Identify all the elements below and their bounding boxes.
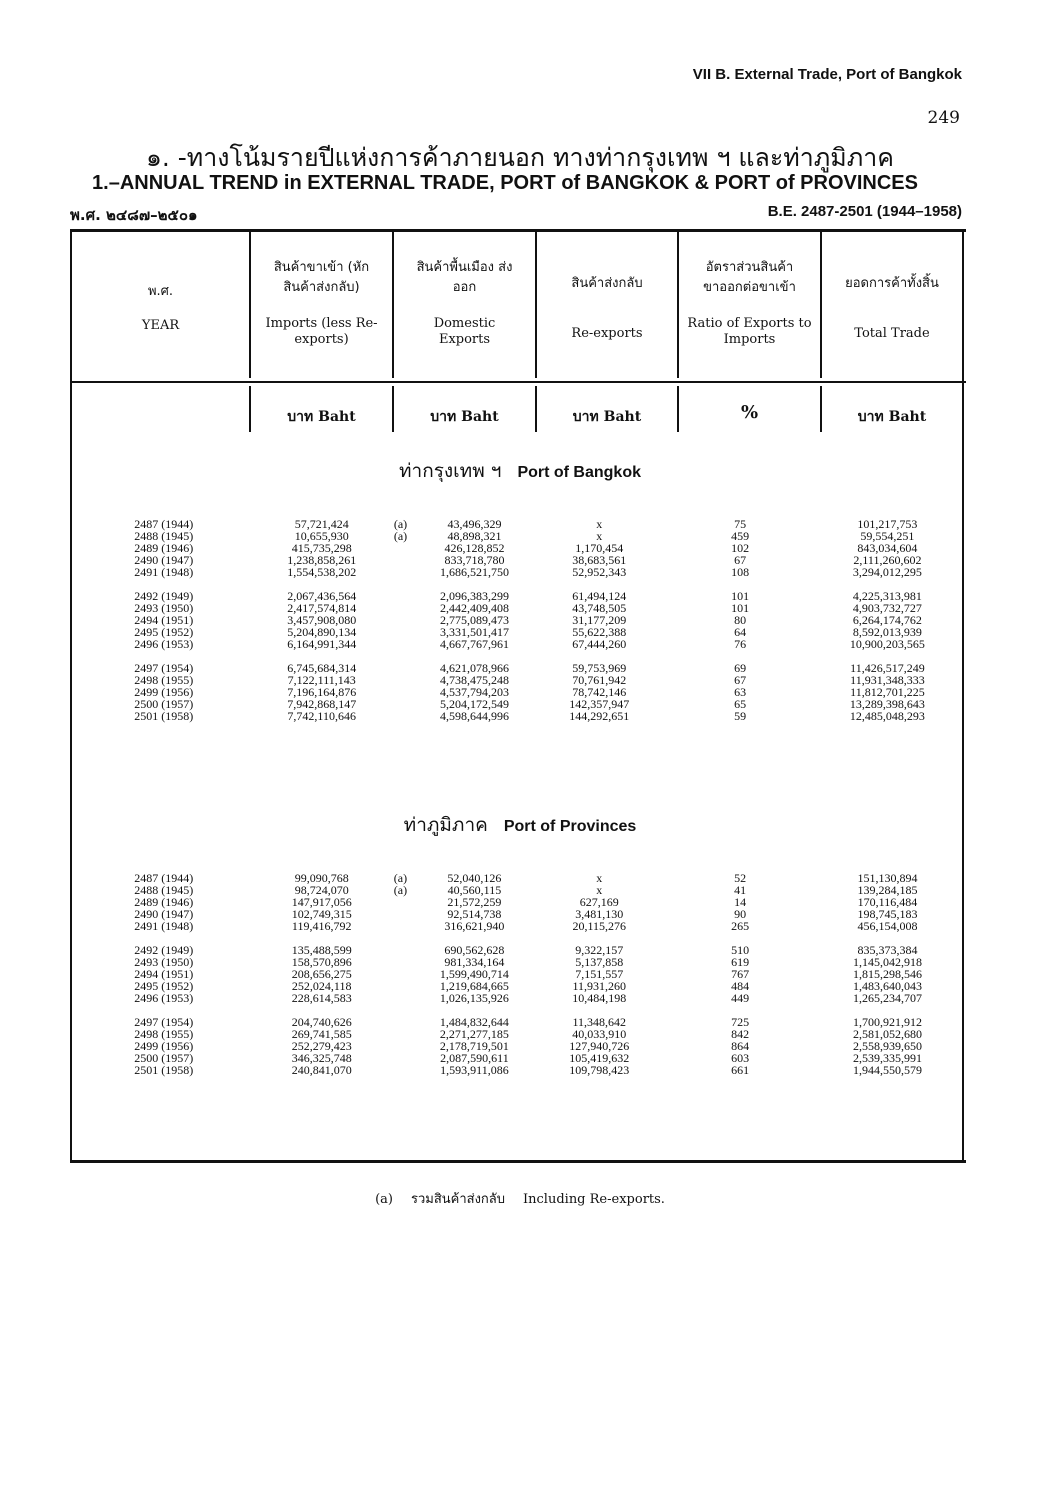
- col-head-domestic: สินค้าพื้นเมือง ส่งออก Domestic Exports: [416, 260, 513, 347]
- table-row: [72, 992, 964, 1004]
- total-cell: 11,426,517,249: [850, 661, 925, 675]
- year-cell: 2497 (1954): [134, 1015, 194, 1029]
- table-row: [72, 662, 964, 674]
- total-cell: 198,745,183: [857, 907, 918, 921]
- table-row: [72, 1052, 964, 1064]
- table-row: [72, 530, 964, 542]
- year-cell: 2489 (1946): [134, 895, 194, 909]
- note-cell: [388, 614, 420, 626]
- reexports-cell: 10,484,198: [572, 991, 627, 1005]
- reexports-cell: 20,115,276: [572, 919, 627, 933]
- ratio-cell: 108: [731, 565, 750, 579]
- reexports-cell: 55,622,388: [572, 625, 627, 639]
- page-number: 249: [927, 108, 960, 128]
- ratio-cell: 449: [731, 991, 750, 1005]
- ratio-cell: 619: [731, 955, 750, 969]
- footnote: (a) รวมสินค้าส่งกลับ Including Re-exports.: [375, 1192, 665, 1207]
- domestic-cell: 316,621,940: [444, 919, 505, 933]
- ratio-cell: 101: [731, 589, 750, 603]
- table-row: [72, 542, 964, 554]
- note-cell: (a): [393, 883, 408, 897]
- data-table-bangkok: [72, 518, 964, 722]
- domestic-cell: 2,442,409,408: [439, 601, 509, 615]
- note-cell: [388, 908, 420, 920]
- imports-cell: 147,917,056: [291, 895, 352, 909]
- imports-cell: 158,570,896: [291, 955, 352, 969]
- ratio-cell: 864: [731, 1039, 750, 1053]
- domestic-cell: 2,087,590,611: [440, 1051, 509, 1065]
- year-cell: 2499 (1956): [134, 1039, 194, 1053]
- reexports-cell: 3,481,130: [575, 907, 624, 921]
- imports-cell: 5,204,890,134: [287, 625, 357, 639]
- ratio-cell: 510: [731, 943, 750, 957]
- table-row: [72, 698, 964, 710]
- col-head-imports: สินค้าขาเข้า (หักสินค้าส่งกลับ) Imports (less Re-exports): [265, 260, 378, 347]
- note-cell: [388, 674, 420, 686]
- year-cell: 2500 (1957): [134, 1051, 194, 1065]
- year-cell: 2501 (1958): [134, 709, 194, 723]
- reexports-cell: x: [596, 883, 603, 897]
- ratio-cell: 725: [731, 1015, 750, 1029]
- domestic-cell: 5,204,172,549: [439, 697, 509, 711]
- table-row: [72, 638, 964, 650]
- imports-cell: 3,457,908,080: [287, 613, 357, 627]
- note-cell: [388, 710, 420, 722]
- title-thai: ๑. -ทางโน้มรายปีแห่งการค้าภายนอก ทางท่ากรุงเทพ ฯ และท่าภูมิภาค: [145, 143, 895, 172]
- year-cell: 2498 (1955): [134, 1027, 194, 1041]
- imports-cell: 2,417,574,814: [287, 601, 357, 615]
- ratio-cell: 767: [731, 967, 750, 981]
- imports-cell: 7,742,110,646: [287, 709, 356, 723]
- running-title: VII B. External Trade, Port of Bangkok: [692, 66, 962, 83]
- ratio-cell: 842: [731, 1027, 750, 1041]
- ratio-cell: 52: [734, 871, 747, 885]
- data-table-provinces: [72, 872, 964, 1076]
- year-cell: 2496 (1953): [134, 637, 194, 651]
- domestic-cell: 4,621,078,966: [439, 661, 509, 675]
- total-cell: 1,483,640,043: [852, 979, 922, 993]
- period-thai: พ.ศ. ๒๔๘๗–๒๕๐๑: [70, 206, 198, 224]
- total-cell: 151,130,894: [857, 871, 918, 885]
- total-cell: 4,225,313,981: [852, 589, 922, 603]
- year-cell: 2495 (1952): [134, 625, 194, 639]
- unit-total: บาท Baht: [857, 409, 927, 425]
- reexports-cell: 43,748,505: [572, 601, 627, 615]
- total-cell: 456,154,008: [857, 919, 918, 933]
- imports-cell: 252,279,423: [291, 1039, 352, 1053]
- reexports-cell: 38,683,561: [572, 553, 627, 567]
- domestic-cell: 690,562,628: [444, 943, 505, 957]
- unit-ratio: %: [740, 402, 759, 423]
- reexports-cell: 1,170,454: [575, 541, 624, 555]
- note-cell: [388, 554, 420, 566]
- ratio-cell: 69: [734, 661, 747, 675]
- year-cell: 2492 (1949): [134, 943, 194, 957]
- domestic-cell: 40,560,115: [447, 883, 502, 897]
- year-cell: 2492 (1949): [134, 589, 194, 603]
- table-row: [72, 590, 964, 602]
- domestic-cell: 52,040,126: [447, 871, 502, 885]
- reexports-cell: 61,494,124: [572, 589, 627, 603]
- note-cell: [388, 662, 420, 674]
- ratio-cell: 80: [734, 613, 747, 627]
- table-row: [72, 872, 964, 884]
- total-cell: 139,284,185: [857, 883, 918, 897]
- reexports-cell: 144,292,651: [569, 709, 630, 723]
- year-cell: 2491 (1948): [134, 919, 194, 933]
- imports-cell: 228,614,583: [291, 991, 352, 1005]
- domestic-cell: 3,331,501,417: [439, 625, 509, 639]
- ratio-cell: 90: [734, 907, 747, 921]
- imports-cell: 102,749,315: [291, 907, 352, 921]
- ratio-cell: 41: [734, 883, 747, 897]
- reexports-cell: 52,952,343: [572, 565, 627, 579]
- reexports-cell: 67,444,260: [572, 637, 627, 651]
- total-cell: 2,539,335,991: [852, 1051, 922, 1065]
- note-cell: [388, 626, 420, 638]
- domestic-cell: 4,537,794,203: [439, 685, 509, 699]
- note-cell: [388, 944, 420, 956]
- table-bottom-rule: [70, 1160, 966, 1163]
- note-cell: [388, 980, 420, 992]
- domestic-cell: 426,128,852: [444, 541, 505, 555]
- imports-cell: 415,735,298: [291, 541, 352, 555]
- imports-cell: 208,656,275: [291, 967, 352, 981]
- ratio-cell: 661: [731, 1063, 750, 1077]
- note-cell: [388, 698, 420, 710]
- total-cell: 2,581,052,680: [852, 1027, 922, 1041]
- ratio-cell: 265: [731, 919, 750, 933]
- section-heading-provinces: ท่าภูมิภาค Port of Provinces: [403, 814, 637, 836]
- domestic-cell: 4,667,767,961: [439, 637, 509, 651]
- section-heading-bangkok: ท่ากรุงเทพ ฯ Port of Bangkok: [399, 460, 641, 482]
- year-cell: 2495 (1952): [134, 979, 194, 993]
- header-bottom-rule: [70, 381, 966, 383]
- table-row: [72, 554, 964, 566]
- domestic-cell: 2,775,089,473: [439, 613, 509, 627]
- imports-cell: 10,655,930: [294, 529, 349, 543]
- year-cell: 2497 (1954): [134, 661, 194, 675]
- ratio-cell: 76: [734, 637, 747, 651]
- domestic-cell: 1,484,832,644: [439, 1015, 509, 1029]
- imports-cell: 6,745,684,314: [287, 661, 357, 675]
- table-row: [72, 884, 964, 896]
- table-row: [72, 602, 964, 614]
- total-cell: 835,373,384: [857, 943, 918, 957]
- year-cell: 2499 (1956): [134, 685, 194, 699]
- table-row: [72, 614, 964, 626]
- year-cell: 2493 (1950): [134, 955, 194, 969]
- total-cell: 8,592,013,939: [852, 625, 922, 639]
- ratio-cell: 65: [734, 697, 747, 711]
- imports-cell: 1,554,538,202: [287, 565, 357, 579]
- col-head-total: ยอดการค้าทั้งสิ้น Total Trade: [845, 276, 939, 341]
- ratio-cell: 603: [731, 1051, 750, 1065]
- year-cell: 2490 (1947): [134, 907, 194, 921]
- imports-cell: 6,164,991,344: [287, 637, 357, 651]
- note-cell: [388, 896, 420, 908]
- year-cell: 2494 (1951): [134, 613, 194, 627]
- ratio-cell: 459: [731, 529, 750, 543]
- total-cell: 11,812,701,225: [850, 685, 925, 699]
- domestic-cell: 1,686,521,750: [439, 565, 509, 579]
- total-cell: 2,558,939,650: [852, 1039, 922, 1053]
- imports-cell: 240,841,070: [291, 1063, 352, 1077]
- imports-cell: 98,724,070: [294, 883, 349, 897]
- total-cell: 170,116,484: [857, 895, 918, 909]
- total-cell: 1,265,234,707: [852, 991, 922, 1005]
- total-cell: 2,111,260,602: [853, 553, 922, 567]
- year-cell: 2488 (1945): [134, 529, 194, 543]
- unit-reexports: บาท Baht: [572, 409, 642, 425]
- table-row: [72, 968, 964, 980]
- year-cell: 2488 (1945): [134, 883, 194, 897]
- reexports-cell: 142,357,947: [569, 697, 630, 711]
- year-cell: 2489 (1946): [134, 541, 194, 555]
- reexports-cell: 78,742,146: [572, 685, 627, 699]
- reexports-cell: 5,137,858: [575, 955, 624, 969]
- total-cell: 13,289,398,643: [849, 697, 925, 711]
- total-cell: 11,931,348,333: [850, 673, 925, 687]
- domestic-cell: 4,738,475,248: [439, 673, 509, 687]
- table-row: [72, 908, 964, 920]
- imports-cell: 135,488,599: [291, 943, 352, 957]
- domestic-cell: 1,599,490,714: [439, 967, 509, 981]
- domestic-cell: 21,572,259: [447, 895, 502, 909]
- note-cell: [388, 638, 420, 650]
- note-cell: (a): [393, 529, 408, 543]
- note-cell: [388, 686, 420, 698]
- domestic-cell: 1,219,684,665: [439, 979, 509, 993]
- total-cell: 1,700,921,912: [852, 1015, 922, 1029]
- reexports-cell: 105,419,632: [569, 1051, 630, 1065]
- reexports-cell: 59,753,969: [572, 661, 627, 675]
- ratio-cell: 63: [734, 685, 747, 699]
- year-cell: 2487 (1944): [134, 517, 194, 531]
- total-cell: 12,485,048,293: [849, 709, 925, 723]
- imports-cell: 7,942,868,147: [287, 697, 357, 711]
- table-row: [72, 1028, 964, 1040]
- imports-cell: 99,090,768: [294, 871, 349, 885]
- col-head-reexports: สินค้าส่งกลับ Re-exports: [571, 276, 643, 341]
- reexports-cell: 127,940,726: [569, 1039, 630, 1053]
- imports-cell: 119,416,792: [291, 919, 352, 933]
- unit-domestic: บาท Baht: [430, 409, 499, 425]
- imports-cell: 346,325,748: [291, 1051, 352, 1065]
- table-row: [72, 710, 964, 722]
- group-spacer: [72, 932, 964, 944]
- note-cell: [388, 1064, 420, 1076]
- imports-cell: 269,741,585: [291, 1027, 352, 1041]
- domestic-cell: 2,271,277,185: [439, 1027, 509, 1041]
- reexports-cell: x: [596, 529, 603, 543]
- imports-cell: 1,238,858,261: [287, 553, 357, 567]
- year-cell: 2498 (1955): [134, 673, 194, 687]
- imports-cell: 204,740,626: [291, 1015, 352, 1029]
- total-cell: 1,815,298,546: [852, 967, 922, 981]
- ratio-cell: 75: [734, 517, 747, 531]
- year-cell: 2493 (1950): [134, 601, 194, 615]
- total-cell: 59,554,251: [860, 529, 915, 543]
- note-cell: (a): [393, 517, 408, 531]
- note-cell: [388, 566, 420, 578]
- ratio-cell: 59: [734, 709, 747, 723]
- note-cell: [388, 590, 420, 602]
- domestic-cell: 48,898,321: [447, 529, 502, 543]
- table-row: [72, 566, 964, 578]
- col-head-year: พ.ศ. YEAR: [141, 284, 180, 333]
- total-cell: 4,903,732,727: [852, 601, 922, 615]
- title-english: 1.–ANNUAL TREND in EXTERNAL TRADE, PORT of BANGKOK & PORT of PROVINCES: [92, 172, 918, 194]
- group-spacer: [72, 1004, 964, 1016]
- note-cell: [388, 920, 420, 932]
- reexports-cell: x: [596, 871, 603, 885]
- group-spacer: [72, 650, 964, 662]
- table-row: [72, 1040, 964, 1052]
- table-row: [72, 1016, 964, 1028]
- year-cell: 2494 (1951): [134, 967, 194, 981]
- reexports-cell: 627,169: [579, 895, 619, 909]
- note-cell: [388, 992, 420, 1004]
- total-cell: 843,034,604: [857, 541, 918, 555]
- reexports-cell: 9,322,157: [575, 943, 624, 957]
- reexports-cell: 7,151,557: [575, 967, 624, 981]
- reexports-cell: 31,177,209: [572, 613, 627, 627]
- year-cell: 2487 (1944): [134, 871, 194, 885]
- table-row: [72, 956, 964, 968]
- domestic-cell: 833,718,780: [444, 553, 505, 567]
- total-cell: 6,264,174,762: [852, 613, 922, 627]
- table-row: [72, 686, 964, 698]
- domestic-cell: 4,598,644,996: [439, 709, 509, 723]
- note-cell: [388, 602, 420, 614]
- reexports-cell: 109,798,423: [569, 1063, 630, 1077]
- reexports-cell: 40,033,910: [572, 1027, 627, 1041]
- domestic-cell: 43,496,329: [447, 517, 502, 531]
- imports-cell: 2,067,436,564: [287, 589, 357, 603]
- year-cell: 2500 (1957): [134, 697, 194, 711]
- domestic-cell: 1,026,135,926: [439, 991, 509, 1005]
- note-cell: (a): [393, 871, 408, 885]
- year-cell: 2496 (1953): [134, 991, 194, 1005]
- note-cell: [388, 1040, 420, 1052]
- reexports-cell: 11,931,260: [572, 979, 627, 993]
- total-cell: 1,944,550,579: [852, 1063, 922, 1077]
- ratio-cell: 67: [734, 553, 747, 567]
- domestic-cell: 2,178,719,501: [439, 1039, 509, 1053]
- table-row: [72, 944, 964, 956]
- table-row: [72, 518, 964, 530]
- note-cell: [388, 1052, 420, 1064]
- total-cell: 3,294,012,295: [852, 565, 922, 579]
- total-cell: 1,145,042,918: [852, 955, 922, 969]
- ratio-cell: 102: [731, 541, 750, 555]
- reexports-cell: x: [596, 517, 603, 531]
- year-cell: 2491 (1948): [134, 565, 194, 579]
- reexports-cell: 11,348,642: [572, 1015, 627, 1029]
- reexports-cell: 70,761,942: [572, 673, 627, 687]
- imports-cell: 7,196,164,876: [287, 685, 357, 699]
- table-row: [72, 896, 964, 908]
- table-row: [72, 674, 964, 686]
- table-row: [72, 1064, 964, 1076]
- total-cell: 10,900,203,565: [849, 637, 925, 651]
- ratio-cell: 67: [734, 673, 747, 687]
- total-cell: 101,217,753: [857, 517, 918, 531]
- table-row: [72, 980, 964, 992]
- domestic-cell: 92,514,738: [447, 907, 502, 921]
- note-cell: [388, 956, 420, 968]
- imports-cell: 252,024,118: [291, 979, 352, 993]
- ratio-cell: 64: [734, 625, 747, 639]
- year-cell: 2490 (1947): [134, 553, 194, 567]
- table-row: [72, 920, 964, 932]
- table-row: [72, 626, 964, 638]
- domestic-cell: 1,593,911,086: [440, 1063, 509, 1077]
- ratio-cell: 101: [731, 601, 750, 615]
- domestic-cell: 981,334,164: [444, 955, 505, 969]
- unit-imports: บาท Baht: [287, 409, 356, 425]
- note-cell: [388, 968, 420, 980]
- imports-cell: 7,122,111,143: [287, 673, 356, 687]
- imports-cell: 57,721,424: [294, 517, 349, 531]
- year-cell: 2501 (1958): [134, 1063, 194, 1077]
- note-cell: [388, 1016, 420, 1028]
- ratio-cell: 14: [734, 895, 747, 909]
- table-top-rule: [70, 229, 966, 232]
- note-cell: [388, 542, 420, 554]
- ratio-cell: 484: [731, 979, 750, 993]
- group-spacer: [72, 578, 964, 590]
- col-head-ratio: อัตราส่วนสินค้า ขาออกต่อขาเข้า Ratio of Exports to Imports: [687, 260, 812, 347]
- domestic-cell: 2,096,383,299: [439, 589, 509, 603]
- period-english: B.E. 2487-2501 (1944–1958): [767, 203, 962, 220]
- note-cell: [388, 1028, 420, 1040]
